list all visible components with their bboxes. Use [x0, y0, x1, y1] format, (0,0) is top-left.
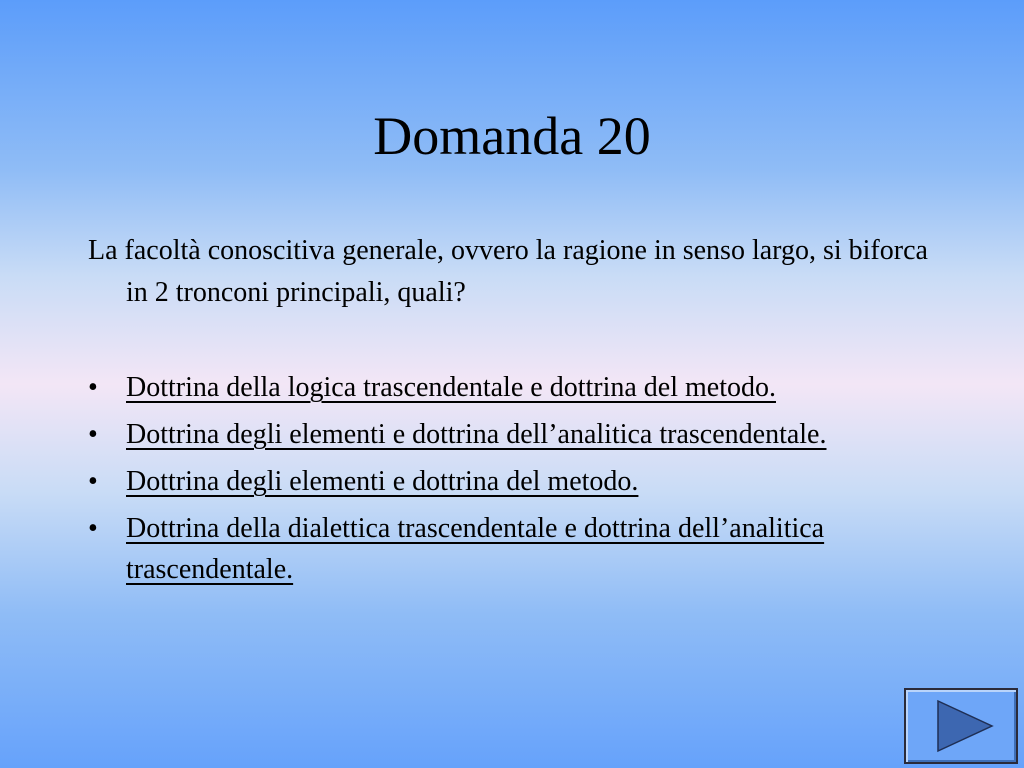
answer-item — [88, 367, 928, 408]
answer-link-3[interactable]: Dottrina degli elementi e dottrina del metodo. — [126, 466, 639, 497]
bullet-icon: • — [88, 466, 98, 497]
question-text: La facoltà conoscitiva generale, ovvero la ragione in senso largo, si biforca in 2 tronconi principali, quali? — [88, 235, 928, 308]
bullet-icon: • — [88, 513, 98, 544]
next-slide-button[interactable] — [904, 688, 1018, 764]
answer-list — [88, 367, 928, 596]
answer-link-1[interactable]: Dottrina della logica trascendentale e dottrina del metodo. — [126, 372, 776, 403]
slide-title: Domanda 20 — [373, 106, 651, 166]
answer-link-2[interactable]: Dottrina degli elementi e dottrina dell’analitica trascendentale. — [126, 419, 827, 450]
bullet-icon: • — [88, 419, 98, 450]
answer-link-4[interactable]: Dottrina della dialettica trascendentale e dottrina dell’analitica trascendentale. — [126, 513, 825, 585]
answer-item — [88, 461, 928, 502]
answer-item — [88, 414, 928, 455]
play-arrow-icon — [906, 690, 1016, 762]
answer-item — [88, 508, 928, 590]
bullet-icon: • — [88, 372, 98, 403]
